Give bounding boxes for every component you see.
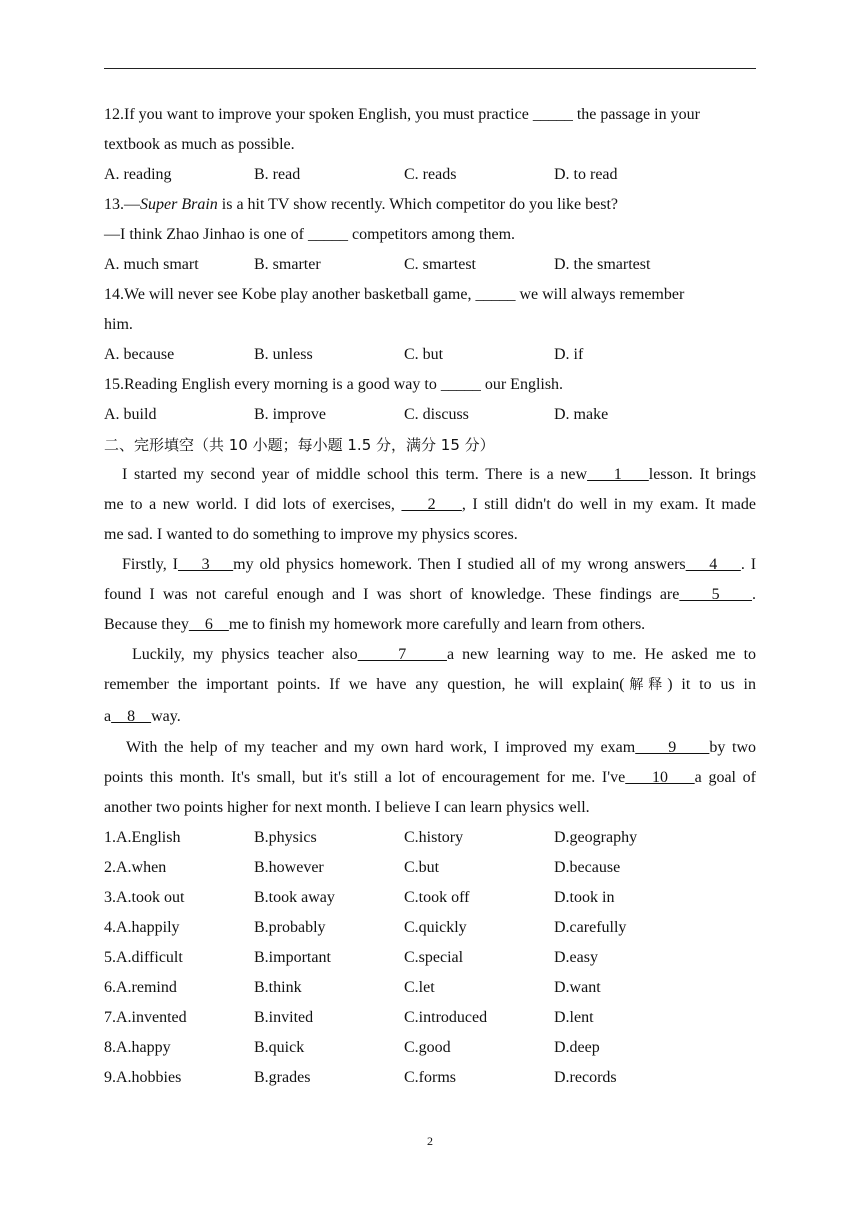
question-12-options bbox=[104, 160, 756, 190]
passage-p3-line-3 bbox=[104, 700, 756, 733]
option-c: C.but bbox=[404, 859, 440, 876]
option-b: B. unless bbox=[254, 346, 313, 363]
passage-p1-line-3: me sad. I wanted to do something to improve my physics scores. bbox=[104, 526, 518, 543]
option-c: C.forms bbox=[404, 1069, 456, 1086]
option-c: C. discuss bbox=[404, 406, 469, 423]
option-d: D.easy bbox=[554, 949, 598, 966]
option-a: 7.A.invented bbox=[104, 1009, 187, 1026]
question-13-line-1 bbox=[104, 190, 756, 220]
option-a: A. much smart bbox=[104, 256, 199, 273]
passage-text: me to finish my homework more carefully and learn from others. bbox=[228, 616, 646, 633]
cloze-options-7 bbox=[104, 1003, 756, 1033]
passage-text: . bbox=[752, 586, 757, 603]
option-b: B. improve bbox=[254, 406, 326, 423]
option-c: C.quickly bbox=[404, 919, 467, 936]
option-a: 2.A.when bbox=[104, 859, 167, 876]
option-a: A. build bbox=[104, 406, 157, 423]
option-b: B.invited bbox=[254, 1009, 314, 1026]
option-b: B.grades bbox=[254, 1069, 311, 1086]
passage-text: lesson. It brings bbox=[648, 466, 756, 483]
option-a: 6.A.remind bbox=[104, 979, 177, 996]
document-body bbox=[104, 100, 756, 1093]
passage-p4-line-1 bbox=[104, 733, 756, 763]
passage-text: a goal of bbox=[694, 769, 757, 786]
q13-prefix: 13.— bbox=[104, 196, 140, 213]
option-a: 4.A.happily bbox=[104, 919, 180, 936]
option-c: C. smartest bbox=[404, 256, 476, 273]
option-b: B.quick bbox=[254, 1039, 305, 1056]
option-d: D.because bbox=[554, 859, 621, 876]
option-c: C.let bbox=[404, 979, 435, 996]
passage-p4-line-3: another two points higher for next month. I believe I can learn physics well. bbox=[104, 799, 590, 816]
cloze-options-2 bbox=[104, 853, 756, 883]
blank-10: 10 bbox=[625, 769, 695, 786]
option-c: C.introduced bbox=[404, 1009, 488, 1026]
option-b: B.important bbox=[254, 949, 331, 966]
question-13-options bbox=[104, 250, 756, 280]
blank-8: 8 bbox=[111, 708, 152, 725]
passage-text: me to a new world. I did lots of exercises, bbox=[104, 496, 402, 513]
option-c: C.good bbox=[404, 1039, 451, 1056]
passage-text: Because they bbox=[104, 616, 189, 633]
option-d: D.records bbox=[554, 1069, 617, 1086]
passage-text: . I bbox=[740, 556, 757, 573]
option-a: A. because bbox=[104, 346, 175, 363]
option-a: 3.A.took out bbox=[104, 889, 185, 906]
option-b: B. smarter bbox=[254, 256, 321, 273]
option-d: D. if bbox=[554, 346, 584, 363]
passage-text: , I still didn't do well in my exam. It made bbox=[461, 496, 757, 513]
option-d: D.carefully bbox=[554, 919, 627, 936]
passage-text: way. bbox=[151, 708, 181, 725]
option-b: B. read bbox=[254, 166, 301, 183]
header-rule bbox=[104, 68, 756, 69]
option-d: D.want bbox=[554, 979, 601, 996]
blank-4: 4 bbox=[685, 556, 741, 573]
option-b: B.probably bbox=[254, 919, 326, 936]
question-12-line-1: 12.If you want to improve your spoken English, you must practice _____ the passage in your bbox=[104, 106, 700, 123]
passage-text: points this month. It's small, but it's still a lot of encouragement for me. I've bbox=[104, 769, 626, 786]
passage-p3-line-2 bbox=[104, 670, 756, 700]
passage-text: Firstly, I bbox=[122, 556, 178, 573]
blank-3: 3 bbox=[177, 556, 234, 573]
cloze-options-6 bbox=[104, 973, 756, 1003]
page-number: 2 bbox=[427, 1134, 433, 1148]
option-a: 5.A.difficult bbox=[104, 949, 183, 966]
option-c: C. reads bbox=[404, 166, 457, 183]
option-c: C. but bbox=[404, 346, 444, 363]
option-c: C.history bbox=[404, 829, 464, 846]
blank-7: 7 bbox=[357, 646, 447, 663]
q13-suffix: is a hit TV show recently. Which competitor do you like best? bbox=[217, 196, 618, 213]
option-c: C.took off bbox=[404, 889, 470, 906]
cjk-gloss: 解释 bbox=[624, 677, 668, 693]
passage-p2-line-2 bbox=[104, 580, 756, 610]
passage-p1-line-1 bbox=[104, 460, 756, 490]
passage-text: remember the important points. If we have any question, he will explain( bbox=[104, 676, 625, 693]
option-d: D.lent bbox=[554, 1009, 594, 1026]
blank-5: 5 bbox=[679, 586, 753, 603]
passage-text: my old physics homework. Then I studied all of my wrong answers bbox=[233, 556, 686, 573]
cloze-options-8 bbox=[104, 1033, 756, 1063]
passage-p4-line-2 bbox=[104, 763, 756, 793]
passage-p1-line-2 bbox=[104, 490, 756, 520]
option-a: 1.A.English bbox=[104, 829, 181, 846]
option-b: B.physics bbox=[254, 829, 317, 846]
option-a: 8.A.happy bbox=[104, 1039, 171, 1056]
blank-9: 9 bbox=[635, 739, 710, 756]
cloze-options-3 bbox=[104, 883, 756, 913]
question-14-line-2: him. bbox=[104, 316, 133, 333]
option-d: D. the smartest bbox=[554, 256, 651, 273]
option-d: D.took in bbox=[554, 889, 615, 906]
passage-p3-line-1 bbox=[104, 640, 756, 670]
passage-p2-line-1 bbox=[104, 550, 756, 580]
cloze-options-5 bbox=[104, 943, 756, 973]
cloze-options-4 bbox=[104, 913, 756, 943]
question-12-line-2: textbook as much as possible. bbox=[104, 136, 295, 153]
passage-text: With the help of my teacher and my own hard work, I improved my exam bbox=[126, 739, 636, 756]
blank-2: 2 bbox=[401, 496, 462, 513]
option-b: B.think bbox=[254, 979, 302, 996]
section-2-heading: 二、完形填空（共 10 小题；每小题 1.5 分，满分 15 分） bbox=[104, 436, 495, 454]
question-15-options bbox=[104, 400, 756, 430]
q13-show-title: Super Brain bbox=[140, 196, 218, 213]
passage-text: ) it to us in bbox=[667, 676, 757, 693]
option-d: D. make bbox=[554, 406, 609, 423]
question-14-options bbox=[104, 340, 756, 370]
blank-6: 6 bbox=[188, 616, 229, 633]
passage-text: a new learning way to me. He asked me to bbox=[446, 646, 757, 663]
option-a: 9.A.hobbies bbox=[104, 1069, 182, 1086]
passage-text: Luckily, my physics teacher also bbox=[132, 646, 358, 663]
option-b: B.took away bbox=[254, 889, 335, 906]
option-d: D. to read bbox=[554, 166, 618, 183]
passage-p2-line-3 bbox=[104, 610, 756, 640]
passage-text: by two bbox=[709, 739, 757, 756]
passage-text: found I was not careful enough and I was short of knowledge. These findings are bbox=[104, 586, 680, 603]
question-13-line-2: —I think Zhao Jinhao is one of _____ competitors among them. bbox=[104, 226, 516, 243]
option-b: B.however bbox=[254, 859, 324, 876]
cloze-options-1 bbox=[104, 823, 756, 853]
question-15-line-1: 15.Reading English every morning is a good way to _____ our English. bbox=[104, 376, 564, 393]
passage-text: a bbox=[104, 708, 112, 725]
question-14-line-1: 14.We will never see Kobe play another basketball game, _____ we will always remember bbox=[104, 286, 685, 303]
option-a: A. reading bbox=[104, 166, 172, 183]
cloze-options-9 bbox=[104, 1063, 756, 1093]
option-d: D.deep bbox=[554, 1039, 600, 1056]
option-c: C.special bbox=[404, 949, 464, 966]
blank-1: 1 bbox=[587, 466, 649, 483]
passage-text: I started my second year of middle school this term. There is a new bbox=[122, 466, 588, 483]
option-d: D.geography bbox=[554, 829, 638, 846]
